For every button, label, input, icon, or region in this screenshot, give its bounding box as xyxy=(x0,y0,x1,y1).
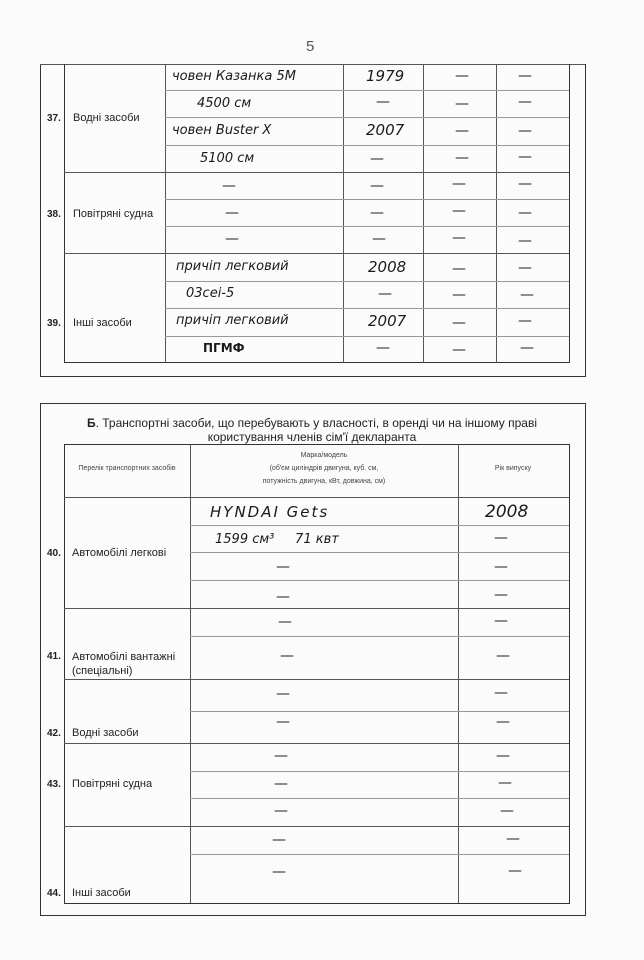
sub-row-line xyxy=(190,711,569,712)
row-number: 42. xyxy=(47,728,61,739)
row-number: 38. xyxy=(47,209,61,220)
handwritten-dash: — xyxy=(280,648,294,664)
sub-row-line xyxy=(165,281,569,282)
section-b-title-line2: користування членів сім'ї декларанта xyxy=(207,430,417,444)
handwritten-dash: — xyxy=(276,714,290,730)
handwritten-dash: — xyxy=(452,342,466,358)
handwritten-dash: — xyxy=(452,287,466,303)
handwritten-dash: — xyxy=(498,775,512,791)
handwritten-dash: — xyxy=(455,96,469,112)
handwritten-model: 03сеі-5 xyxy=(186,286,235,301)
handwritten-dash: — xyxy=(496,714,510,730)
handwritten-dash: — xyxy=(518,233,532,249)
col-line xyxy=(423,64,424,363)
handwritten-dash: — xyxy=(370,151,384,167)
row-number: 43. xyxy=(47,779,61,790)
row-number: 37. xyxy=(47,113,61,124)
sub-row-line xyxy=(165,308,569,309)
handwritten-dash: — xyxy=(496,748,510,764)
handwritten-dash: — xyxy=(272,864,286,880)
row-line xyxy=(64,253,569,254)
handwritten-model: 5100 см xyxy=(200,151,255,166)
handwritten-model: 4500 см xyxy=(197,96,252,111)
col-line xyxy=(165,64,166,363)
handwritten-dash: — xyxy=(272,832,286,848)
row-line xyxy=(64,172,569,173)
sub-row-line xyxy=(190,525,569,526)
col-header-model-l2: (об'єм циліндрів двигуна, куб. см, xyxy=(269,465,379,472)
handwritten-dash: — xyxy=(518,94,532,110)
handwritten-dash: — xyxy=(518,313,532,329)
row-line xyxy=(64,743,569,744)
row-number: 44. xyxy=(47,888,61,899)
handwritten-dash: — xyxy=(376,94,390,110)
handwritten-dash: — xyxy=(520,287,534,303)
handwritten-dash: — xyxy=(494,559,508,575)
sub-row-line xyxy=(190,798,569,799)
handwritten-dash: — xyxy=(518,205,532,221)
sub-row-line xyxy=(190,771,569,772)
col-header-year: Рік випуску xyxy=(494,465,532,472)
sub-row-line xyxy=(165,199,569,200)
handwritten-dash: — xyxy=(452,230,466,246)
sub-row-line xyxy=(190,580,569,581)
row-line xyxy=(64,679,569,680)
handwritten-dash: — xyxy=(452,261,466,277)
handwritten-dash: — xyxy=(376,340,390,356)
sub-row-line xyxy=(165,336,569,337)
handwritten-dash: — xyxy=(378,286,392,302)
handwritten-dash: — xyxy=(276,686,290,702)
row-label: Повітряні судна xyxy=(72,778,153,790)
handwritten-dash: — xyxy=(452,203,466,219)
col-header-list: Перелік транспортних засобів xyxy=(78,465,176,472)
col-header-model xyxy=(190,449,458,488)
handwritten-model: причіп легковий xyxy=(176,259,289,274)
handwritten-dash: — xyxy=(455,68,469,84)
col-header-model-l1: Марка/модель xyxy=(300,452,348,459)
sub-row-line xyxy=(190,552,569,553)
handwritten-year: 2007 xyxy=(366,121,405,139)
header-line xyxy=(64,497,569,498)
handwritten-dash: — xyxy=(494,685,508,701)
section-b-title xyxy=(60,416,564,444)
handwritten-dash: — xyxy=(370,205,384,221)
handwritten-model: 1599 см³ 71 квт xyxy=(215,532,339,547)
handwritten-dash: — xyxy=(520,340,534,356)
row-label: Інші засоби xyxy=(72,887,131,899)
sub-row-line xyxy=(165,145,569,146)
handwritten-model: ПГМФ xyxy=(203,341,245,355)
col-line xyxy=(343,64,344,363)
section-b-letter: Б xyxy=(86,416,96,430)
sub-row-line xyxy=(165,90,569,91)
handwritten-dash: — xyxy=(518,149,532,165)
handwritten-dash: — xyxy=(278,614,292,630)
sub-row-line xyxy=(190,854,569,855)
handwritten-dash: — xyxy=(274,748,288,764)
handwritten-dash: — xyxy=(494,530,508,546)
handwritten-dash: — xyxy=(225,205,239,221)
handwritten-model: човен Казанка 5М xyxy=(172,69,296,84)
handwritten-dash: — xyxy=(518,123,532,139)
section-b-title-line1: . Транспортні засоби, що перебувають у власності, в оренді чи на іншому праві xyxy=(95,416,538,430)
handwritten-dash: — xyxy=(452,176,466,192)
handwritten-dash: — xyxy=(372,231,386,247)
sub-row-line xyxy=(190,636,569,637)
handwritten-dash: — xyxy=(496,648,510,664)
sub-row-line xyxy=(165,226,569,227)
handwritten-model: HYNDAI Gets xyxy=(210,503,330,521)
handwritten-dash: — xyxy=(506,831,520,847)
row-label: Автомобілі легкові xyxy=(72,547,167,559)
row-label: Автомобілі вантажні (спеціальні) xyxy=(72,651,176,677)
col-line xyxy=(458,444,459,903)
handwritten-dash: — xyxy=(500,803,514,819)
handwritten-year: 2008 xyxy=(368,258,407,276)
handwritten-year: 2007 xyxy=(368,312,407,330)
row-number: 40. xyxy=(47,548,61,559)
handwritten-dash: — xyxy=(274,803,288,819)
col-header-model-l3: потужність двигуна, кВт, довжина, см) xyxy=(262,478,386,485)
col-line xyxy=(496,64,497,363)
handwritten-dash: — xyxy=(222,178,236,194)
handwritten-year: 2008 xyxy=(485,502,529,522)
handwritten-dash: — xyxy=(494,613,508,629)
row-label: Інші засоби xyxy=(73,317,132,329)
handwritten-dash: — xyxy=(518,68,532,84)
col-line xyxy=(190,444,191,903)
handwritten-dash: — xyxy=(225,231,239,247)
row-line xyxy=(64,826,569,827)
row-line xyxy=(64,608,569,609)
sub-row-line xyxy=(165,117,569,118)
handwritten-dash: — xyxy=(276,559,290,575)
row-number: 41. xyxy=(47,651,61,662)
handwritten-dash: — xyxy=(508,863,522,879)
handwritten-dash: — xyxy=(494,587,508,603)
row-label: Водні засоби xyxy=(73,112,140,124)
handwritten-dash: — xyxy=(276,589,290,605)
handwritten-dash: — xyxy=(518,176,532,192)
handwritten-model: човен Buster X xyxy=(172,123,272,138)
handwritten-dash: — xyxy=(274,776,288,792)
handwritten-dash: — xyxy=(518,260,532,276)
handwritten-dash: — xyxy=(370,178,384,194)
handwritten-year: 1979 xyxy=(366,67,405,85)
handwritten-dash: — xyxy=(452,315,466,331)
page-number: 5 xyxy=(306,38,315,55)
row-label: Водні засоби xyxy=(72,727,139,739)
row-number: 39. xyxy=(47,318,61,329)
handwritten-dash: — xyxy=(455,123,469,139)
row-label: Повітряні судна xyxy=(73,208,154,220)
handwritten-dash: — xyxy=(455,150,469,166)
handwritten-model: причіп легковий xyxy=(176,313,289,328)
